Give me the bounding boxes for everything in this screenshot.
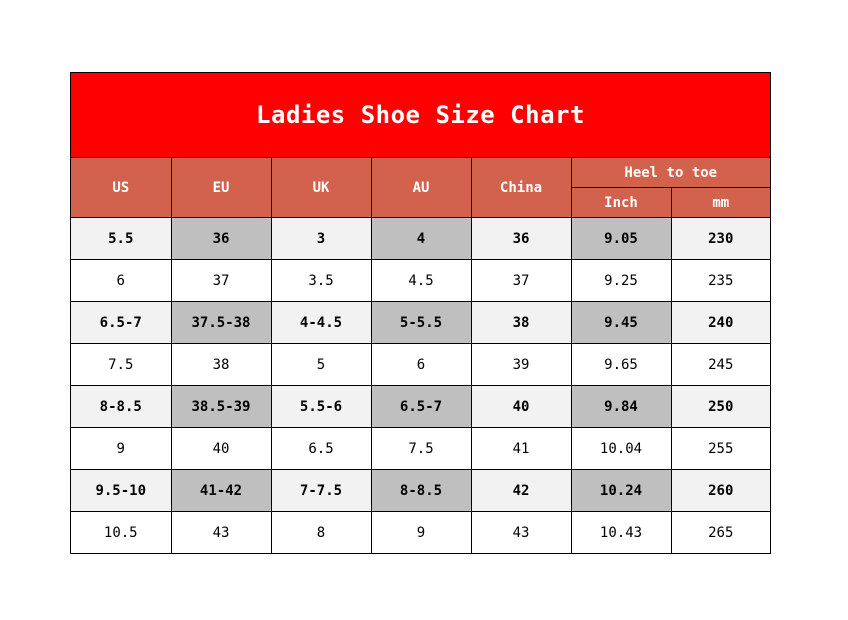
cell-us: 5.5 — [71, 218, 171, 260]
cell-inch: 9.05 — [571, 218, 671, 260]
cell-mm: 265 — [671, 512, 770, 554]
size-chart — [70, 72, 771, 554]
cell-uk: 4-4.5 — [271, 302, 371, 344]
col-header-uk: UK — [271, 158, 371, 218]
table-row — [71, 302, 770, 344]
col-header-mm: mm — [671, 188, 770, 218]
cell-mm: 250 — [671, 386, 770, 428]
cell-inch: 9.45 — [571, 302, 671, 344]
cell-au: 5-5.5 — [371, 302, 471, 344]
col-header-eu: EU — [171, 158, 271, 218]
cell-uk: 3.5 — [271, 260, 371, 302]
chart-title: Ladies Shoe Size Chart — [71, 73, 770, 158]
cell-uk: 3 — [271, 218, 371, 260]
col-header-inch: Inch — [571, 188, 671, 218]
cell-uk: 6.5 — [271, 428, 371, 470]
cell-au: 8-8.5 — [371, 470, 471, 512]
cell-inch: 10.43 — [571, 512, 671, 554]
cell-inch: 10.24 — [571, 470, 671, 512]
cell-us: 10.5 — [71, 512, 171, 554]
cell-mm: 230 — [671, 218, 770, 260]
cell-mm: 255 — [671, 428, 770, 470]
cell-us: 6 — [71, 260, 171, 302]
cell-au: 6.5-7 — [371, 386, 471, 428]
cell-us: 9.5-10 — [71, 470, 171, 512]
cell-eu: 37 — [171, 260, 271, 302]
col-header-china: China — [471, 158, 571, 218]
cell-eu: 40 — [171, 428, 271, 470]
cell-au: 4 — [371, 218, 471, 260]
cell-uk: 7-7.5 — [271, 470, 371, 512]
cell-inch: 10.04 — [571, 428, 671, 470]
cell-eu: 36 — [171, 218, 271, 260]
table-row — [71, 386, 770, 428]
cell-china: 43 — [471, 512, 571, 554]
cell-us: 9 — [71, 428, 171, 470]
cell-china: 41 — [471, 428, 571, 470]
col-header-us: US — [71, 158, 171, 218]
cell-mm: 245 — [671, 344, 770, 386]
cell-mm: 260 — [671, 470, 770, 512]
table-row — [71, 344, 770, 386]
cell-eu: 38 — [171, 344, 271, 386]
cell-china: 42 — [471, 470, 571, 512]
cell-mm: 240 — [671, 302, 770, 344]
cell-eu: 38.5-39 — [171, 386, 271, 428]
col-header-au: AU — [371, 158, 471, 218]
table-row — [71, 218, 770, 260]
cell-uk: 8 — [271, 512, 371, 554]
table-row — [71, 428, 770, 470]
cell-au: 4.5 — [371, 260, 471, 302]
cell-us: 7.5 — [71, 344, 171, 386]
cell-inch: 9.65 — [571, 344, 671, 386]
cell-china: 36 — [471, 218, 571, 260]
size-table — [71, 158, 770, 553]
cell-inch: 9.84 — [571, 386, 671, 428]
cell-china: 38 — [471, 302, 571, 344]
cell-au: 7.5 — [371, 428, 471, 470]
table-row — [71, 470, 770, 512]
cell-au: 6 — [371, 344, 471, 386]
cell-china: 40 — [471, 386, 571, 428]
cell-eu: 43 — [171, 512, 271, 554]
cell-uk: 5.5-6 — [271, 386, 371, 428]
cell-us: 6.5-7 — [71, 302, 171, 344]
cell-china: 39 — [471, 344, 571, 386]
cell-uk: 5 — [271, 344, 371, 386]
cell-eu: 41-42 — [171, 470, 271, 512]
cell-us: 8-8.5 — [71, 386, 171, 428]
table-row — [71, 260, 770, 302]
cell-au: 9 — [371, 512, 471, 554]
cell-eu: 37.5-38 — [171, 302, 271, 344]
cell-mm: 235 — [671, 260, 770, 302]
col-group-heel-to-toe: Heel to toe — [571, 158, 770, 188]
cell-inch: 9.25 — [571, 260, 671, 302]
cell-china: 37 — [471, 260, 571, 302]
table-row — [71, 512, 770, 554]
